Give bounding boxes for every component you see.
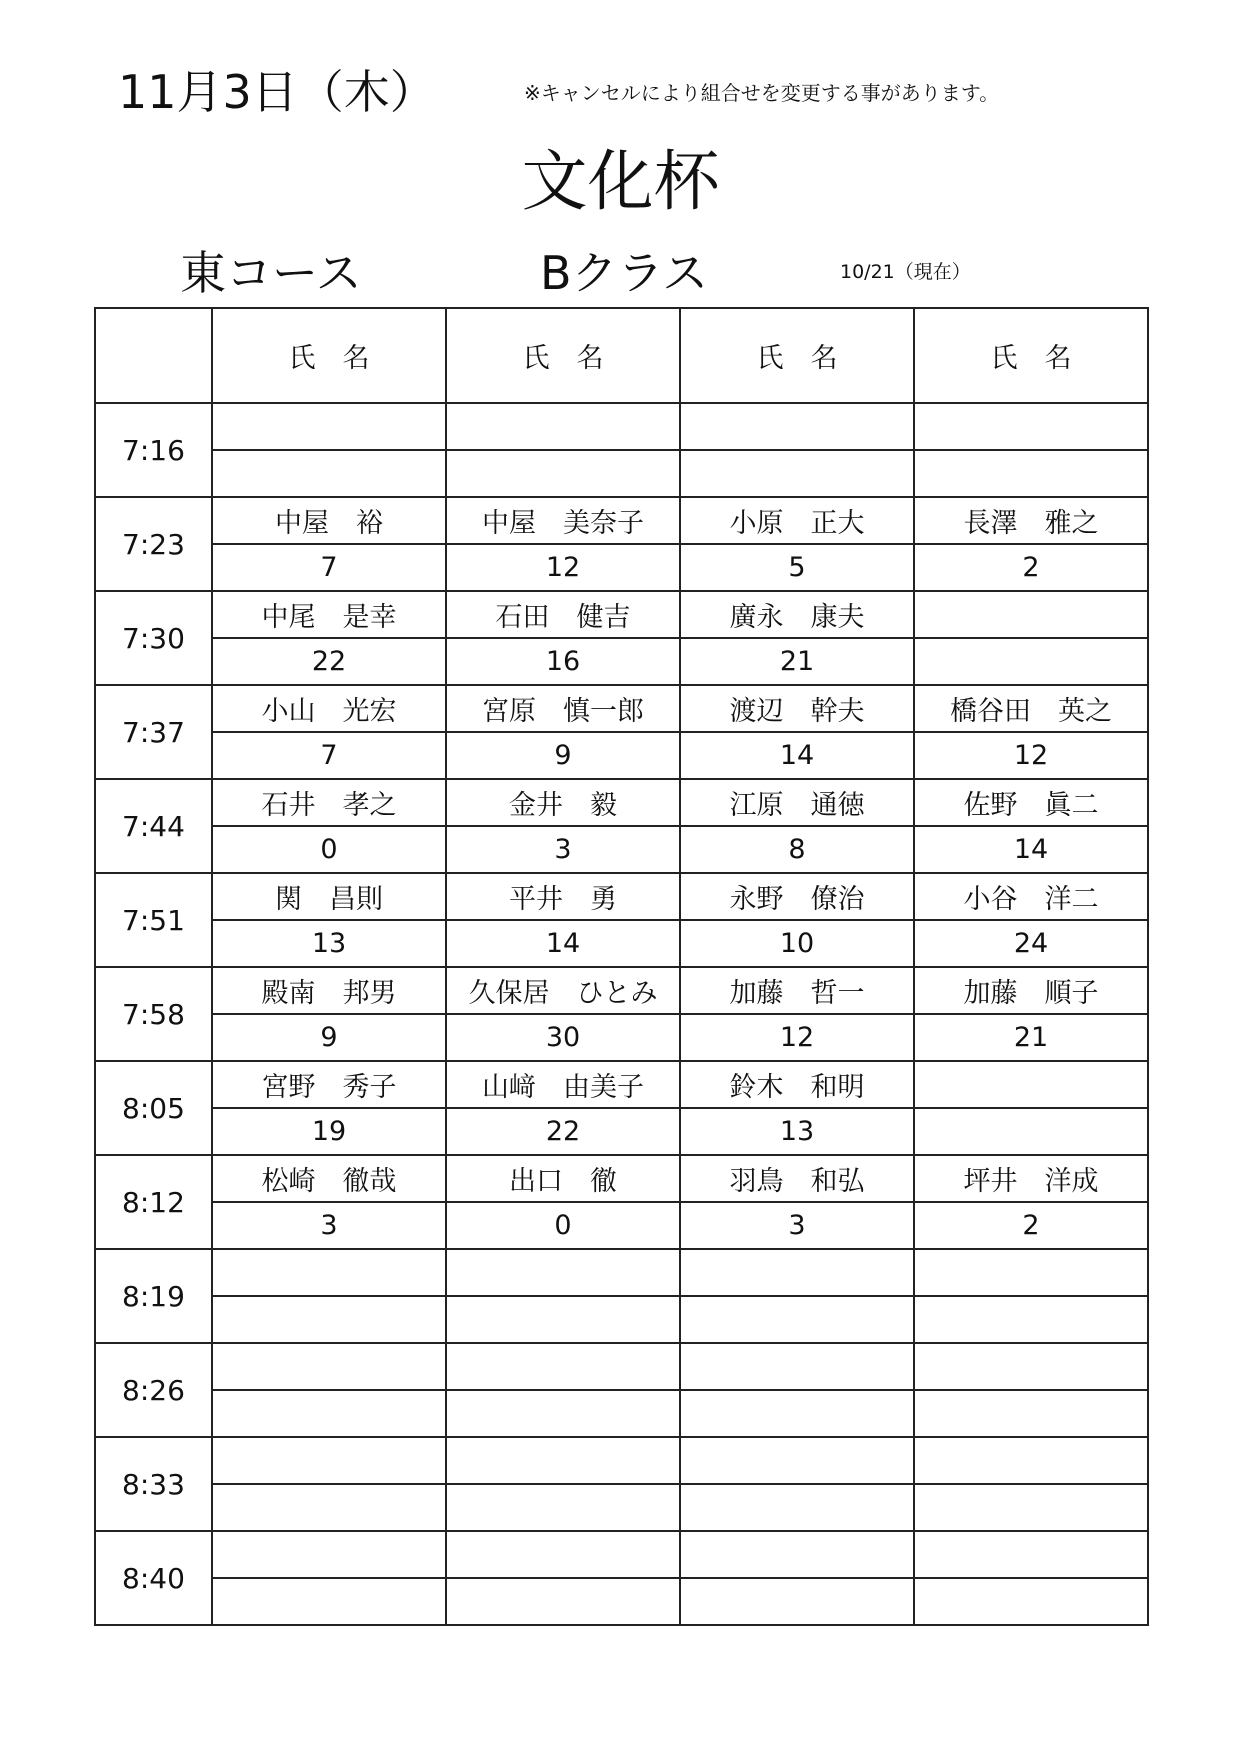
player-handicap bbox=[446, 1296, 680, 1343]
player-handicap: 30 bbox=[446, 1014, 680, 1061]
player-handicap bbox=[212, 450, 446, 497]
player-name: 山﨑 由美子 bbox=[446, 1061, 680, 1108]
player-handicap: 14 bbox=[680, 732, 914, 779]
player-handicap bbox=[212, 1578, 446, 1625]
player-name: 金井 毅 bbox=[446, 779, 680, 826]
player-name: 宮野 秀子 bbox=[212, 1061, 446, 1108]
group-name-row bbox=[95, 403, 1148, 450]
player-handicap: 7 bbox=[212, 732, 446, 779]
player-name: 小原 正大 bbox=[680, 497, 914, 544]
player-handicap bbox=[680, 1296, 914, 1343]
player-handicap: 7 bbox=[212, 544, 446, 591]
player-name: 出口 徹 bbox=[446, 1155, 680, 1202]
header-cell-time bbox=[95, 308, 212, 403]
player-handicap bbox=[914, 1578, 1148, 1625]
group-name-row bbox=[95, 1249, 1148, 1296]
tee-time: 8:05 bbox=[95, 1061, 212, 1155]
player-handicap bbox=[914, 1296, 1148, 1343]
player-handicap bbox=[914, 450, 1148, 497]
player-name bbox=[914, 591, 1148, 638]
player-name: 加藤 順子 bbox=[914, 967, 1148, 1014]
player-handicap bbox=[680, 1578, 914, 1625]
group-name-row bbox=[95, 779, 1148, 826]
player-handicap bbox=[212, 1296, 446, 1343]
tee-time: 8:40 bbox=[95, 1531, 212, 1625]
group-handicap-row bbox=[95, 1202, 1148, 1249]
header-cell-name: 氏 名 bbox=[212, 308, 446, 403]
player-name: 加藤 哲一 bbox=[680, 967, 914, 1014]
group-handicap-row bbox=[95, 1014, 1148, 1061]
player-name: 石井 孝之 bbox=[212, 779, 446, 826]
player-handicap: 2 bbox=[914, 544, 1148, 591]
player-handicap: 21 bbox=[680, 638, 914, 685]
player-name bbox=[680, 1437, 914, 1484]
player-handicap: 10 bbox=[680, 920, 914, 967]
player-handicap bbox=[446, 450, 680, 497]
as-of-date: 10/21（現在） bbox=[840, 261, 971, 283]
player-name bbox=[212, 1531, 446, 1578]
player-name bbox=[914, 1343, 1148, 1390]
player-name: 永野 僚治 bbox=[680, 873, 914, 920]
player-handicap bbox=[446, 1390, 680, 1437]
player-handicap bbox=[680, 1390, 914, 1437]
header-cell-name: 氏 名 bbox=[446, 308, 680, 403]
group-name-row bbox=[95, 873, 1148, 920]
player-handicap bbox=[914, 1484, 1148, 1531]
player-handicap bbox=[680, 450, 914, 497]
player-handicap: 0 bbox=[212, 826, 446, 873]
group-handicap-row bbox=[95, 638, 1148, 685]
player-name bbox=[914, 403, 1148, 450]
player-handicap: 21 bbox=[914, 1014, 1148, 1061]
player-name bbox=[446, 1343, 680, 1390]
player-name: 佐野 眞二 bbox=[914, 779, 1148, 826]
tee-time: 7:30 bbox=[95, 591, 212, 685]
player-name bbox=[446, 1437, 680, 1484]
group-name-row bbox=[95, 1061, 1148, 1108]
player-name: 廣永 康夫 bbox=[680, 591, 914, 638]
player-handicap: 22 bbox=[212, 638, 446, 685]
player-handicap: 14 bbox=[446, 920, 680, 967]
pairing-table bbox=[94, 307, 1149, 1626]
course-name: 東コース bbox=[180, 246, 362, 300]
player-name bbox=[212, 1343, 446, 1390]
player-handicap bbox=[680, 1484, 914, 1531]
player-handicap: 2 bbox=[914, 1202, 1148, 1249]
player-handicap: 24 bbox=[914, 920, 1148, 967]
player-handicap bbox=[914, 1108, 1148, 1155]
player-name: 久保居 ひとみ bbox=[446, 967, 680, 1014]
group-handicap-row bbox=[95, 1578, 1148, 1625]
player-name: 石田 健吉 bbox=[446, 591, 680, 638]
group-handicap-row bbox=[95, 544, 1148, 591]
player-handicap: 8 bbox=[680, 826, 914, 873]
player-name: 小谷 洋二 bbox=[914, 873, 1148, 920]
player-handicap: 19 bbox=[212, 1108, 446, 1155]
tee-time: 7:16 bbox=[95, 403, 212, 497]
player-name: 中屋 裕 bbox=[212, 497, 446, 544]
player-name: 宮原 慎一郎 bbox=[446, 685, 680, 732]
player-handicap bbox=[914, 638, 1148, 685]
player-name bbox=[680, 1249, 914, 1296]
player-handicap: 3 bbox=[446, 826, 680, 873]
group-name-row bbox=[95, 591, 1148, 638]
tee-time: 8:26 bbox=[95, 1343, 212, 1437]
player-name: 小山 光宏 bbox=[212, 685, 446, 732]
player-name: 坪井 洋成 bbox=[914, 1155, 1148, 1202]
player-name bbox=[212, 1249, 446, 1296]
player-handicap: 12 bbox=[914, 732, 1148, 779]
group-handicap-row bbox=[95, 1108, 1148, 1155]
player-handicap bbox=[212, 1390, 446, 1437]
player-name: 長澤 雅之 bbox=[914, 497, 1148, 544]
player-name bbox=[914, 1061, 1148, 1108]
group-name-row bbox=[95, 967, 1148, 1014]
player-handicap: 13 bbox=[212, 920, 446, 967]
player-name: 橋谷田 英之 bbox=[914, 685, 1148, 732]
tee-time: 8:33 bbox=[95, 1437, 212, 1531]
group-name-row bbox=[95, 497, 1148, 544]
player-handicap: 9 bbox=[212, 1014, 446, 1061]
group-handicap-row bbox=[95, 732, 1148, 779]
player-name: 関 昌則 bbox=[212, 873, 446, 920]
tee-time: 7:44 bbox=[95, 779, 212, 873]
group-name-row bbox=[95, 685, 1148, 732]
header-cell-name: 氏 名 bbox=[680, 308, 914, 403]
player-handicap bbox=[914, 1390, 1148, 1437]
group-name-row bbox=[95, 1531, 1148, 1578]
player-handicap: 5 bbox=[680, 544, 914, 591]
player-name: 中屋 美奈子 bbox=[446, 497, 680, 544]
tee-time: 7:51 bbox=[95, 873, 212, 967]
tee-time: 8:19 bbox=[95, 1249, 212, 1343]
tee-time: 7:58 bbox=[95, 967, 212, 1061]
group-handicap-row bbox=[95, 1390, 1148, 1437]
tee-time: 8:12 bbox=[95, 1155, 212, 1249]
group-handicap-row bbox=[95, 826, 1148, 873]
player-handicap: 12 bbox=[680, 1014, 914, 1061]
player-handicap bbox=[212, 1484, 446, 1531]
group-name-row bbox=[95, 1437, 1148, 1484]
player-handicap: 13 bbox=[680, 1108, 914, 1155]
player-handicap: 16 bbox=[446, 638, 680, 685]
player-name bbox=[446, 1249, 680, 1296]
player-handicap: 12 bbox=[446, 544, 680, 591]
tee-time: 7:23 bbox=[95, 497, 212, 591]
header-cell-name: 氏 名 bbox=[914, 308, 1148, 403]
player-name bbox=[680, 403, 914, 450]
player-name: 江原 通徳 bbox=[680, 779, 914, 826]
player-handicap: 9 bbox=[446, 732, 680, 779]
player-name: 平井 勇 bbox=[446, 873, 680, 920]
player-name bbox=[446, 1531, 680, 1578]
player-name bbox=[680, 1343, 914, 1390]
player-name: 羽鳥 和弘 bbox=[680, 1155, 914, 1202]
player-handicap: 14 bbox=[914, 826, 1148, 873]
header-row bbox=[95, 308, 1148, 403]
player-name bbox=[914, 1249, 1148, 1296]
player-name: 渡辺 幹夫 bbox=[680, 685, 914, 732]
player-handicap: 0 bbox=[446, 1202, 680, 1249]
player-handicap: 22 bbox=[446, 1108, 680, 1155]
class-name: Bクラス bbox=[540, 246, 709, 300]
player-handicap: 3 bbox=[212, 1202, 446, 1249]
group-name-row bbox=[95, 1343, 1148, 1390]
event-date: 11月3日（木） bbox=[118, 65, 436, 119]
player-name bbox=[914, 1531, 1148, 1578]
player-name: 松崎 徹哉 bbox=[212, 1155, 446, 1202]
group-handicap-row bbox=[95, 920, 1148, 967]
player-handicap: 3 bbox=[680, 1202, 914, 1249]
player-name bbox=[680, 1531, 914, 1578]
player-name: 殿南 邦男 bbox=[212, 967, 446, 1014]
cancellation-note: ※キャンセルにより組合せを変更する事があります。 bbox=[524, 81, 1000, 105]
player-handicap bbox=[446, 1484, 680, 1531]
pairing-table-body bbox=[95, 308, 1148, 1625]
player-name bbox=[212, 403, 446, 450]
group-handicap-row bbox=[95, 1484, 1148, 1531]
player-name: 中尾 是幸 bbox=[212, 591, 446, 638]
page-title: 文化杯 bbox=[521, 143, 720, 220]
player-name: 鈴木 和明 bbox=[680, 1061, 914, 1108]
group-handicap-row bbox=[95, 1296, 1148, 1343]
group-name-row bbox=[95, 1155, 1148, 1202]
player-name bbox=[212, 1437, 446, 1484]
group-handicap-row bbox=[95, 450, 1148, 497]
player-name bbox=[914, 1437, 1148, 1484]
player-name bbox=[446, 403, 680, 450]
tee-time: 7:37 bbox=[95, 685, 212, 779]
player-handicap bbox=[446, 1578, 680, 1625]
